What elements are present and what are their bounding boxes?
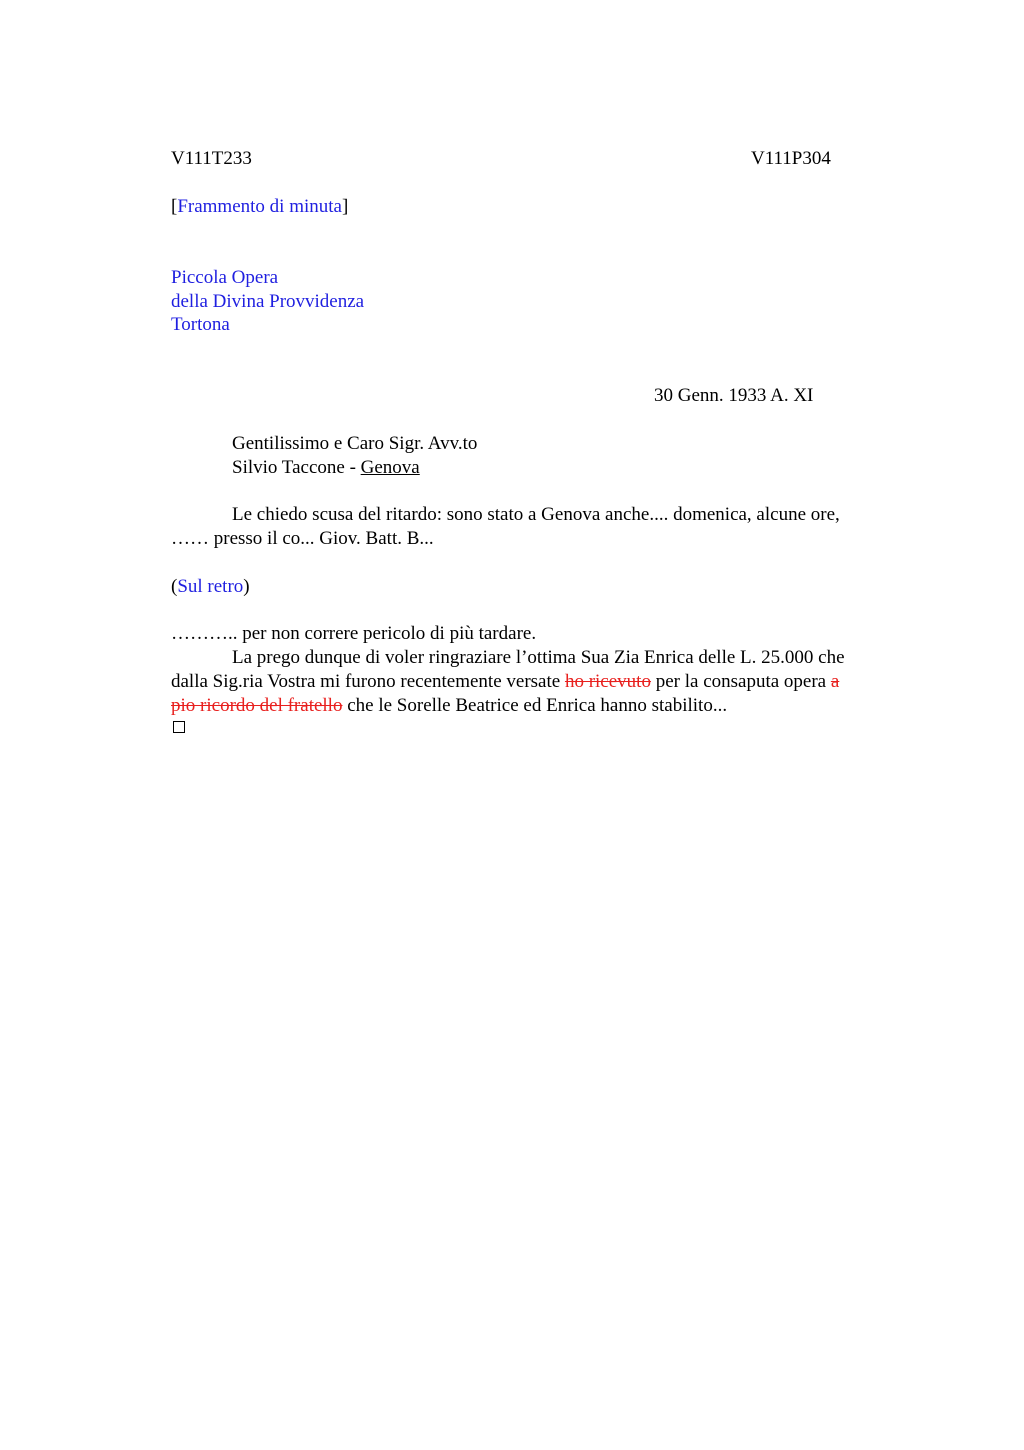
paragraph-2 (171, 622, 906, 718)
bracket-close: ] (341, 196, 349, 217)
paragraph-1 (171, 503, 906, 551)
deleted-text: pio ricordo del fratello (171, 695, 343, 716)
text-segment: dalla Sig.ria Vostra mi furono recentemente versate (171, 671, 565, 692)
bracket-open: [ (171, 196, 178, 217)
end-mark-square (173, 721, 185, 733)
addressee-name: Silvio Taccone - (232, 457, 361, 478)
paragraph-2-line-3 (171, 670, 906, 694)
document-code-right: V111P304 (751, 148, 831, 169)
verso-label-text: Sul retro (177, 576, 244, 597)
addressee-line-2 (232, 456, 477, 480)
deleted-text: ho ricevuto (564, 671, 651, 692)
letterhead-line-3: Tortona (171, 314, 230, 335)
text-segment: per la consaputa opera (650, 671, 831, 692)
addressee-city: Genova (360, 457, 420, 478)
text-segment: che le Sorelle Beatrice ed Enrica hanno stabilito... (342, 695, 728, 716)
letter-date: 30 Genn. 1933 A. XI (654, 385, 814, 406)
letterhead-line-1: Piccola Opera (171, 267, 279, 288)
paren-open: ( (171, 576, 178, 597)
paragraph-2-line-1: ……….. per non correre pericolo di più tardare. (171, 623, 537, 644)
paragraph-1-line-2: …… presso il co... Giov. Batt. B... (171, 528, 434, 549)
paragraph-2-line-2: La prego dunque di voler ringraziare l’ottima Sua Zia Enrica delle L. 25.000 che (232, 647, 845, 668)
document-code-left: V111T233 (171, 148, 252, 169)
letterhead-line-2: della Divina Provvidenza (171, 290, 365, 312)
deleted-text: a (830, 671, 840, 692)
paragraph-2-line-4 (171, 694, 906, 718)
addressee-line-1: Gentilissimo e Caro Sigr. Avv.to (232, 433, 478, 454)
verso-label (171, 575, 250, 599)
paragraph-1-line-1: Le chiedo scusa del ritardo: sono stato a Genova anche.... domenica, alcune ore, (232, 504, 840, 525)
letterhead (171, 266, 364, 337)
addressee (232, 432, 477, 480)
fragment-label-text: Frammento di minuta (177, 196, 342, 217)
fragment-label (171, 195, 348, 219)
paren-close: ) (243, 576, 250, 597)
